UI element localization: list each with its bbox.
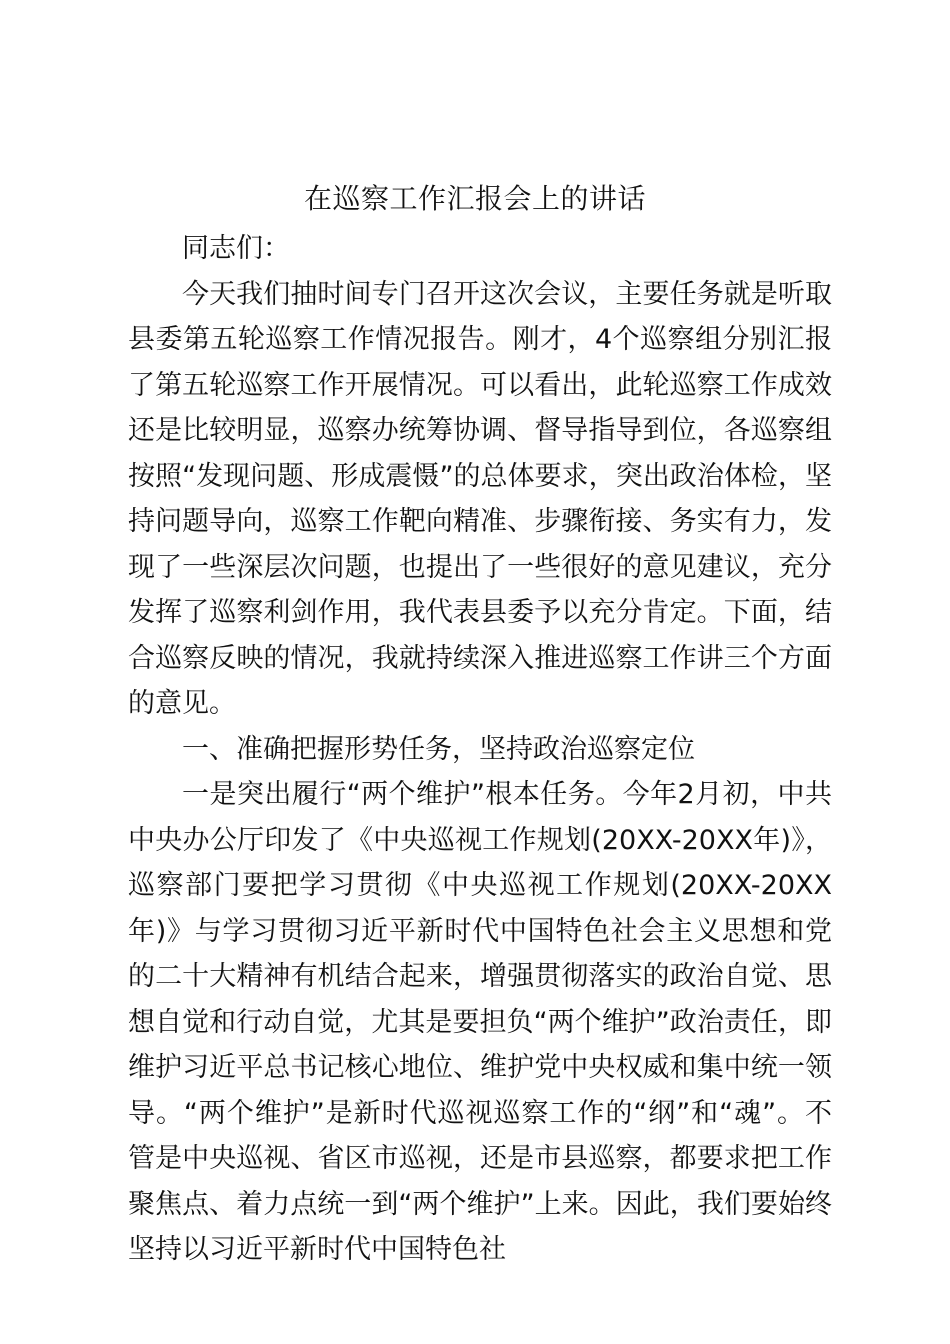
section-paragraph: 一是突出履行“两个维护”根本任务。今年2月初，中共中央办公厅印发了《中央巡视工作规划(20XX-20XX年)》，巡察部门要把学习贯彻《中央巡视工作规划(20XX-20XX年)》与学习贯彻习近平新时代中国特色社会主义思想和党的二十大精神有机结合起来，增强贯彻落实的政治自觉、思想自觉和行动自觉，尤其是要担负“两个维护”政治责任，即维护习近平总书记核心地位、维护党中央权威和集中统一领导。“两个维护”是新时代巡视巡察工作的“纲”和“魂”。不管是中央巡视、省区市巡视，还是市县巡察，都要求把工作聚焦点、着力点统一到“两个维护”上来。因此，我们要始终坚持以习近平新时代中国特色社 (128, 779, 832, 1265)
document-title: 在巡察工作汇报会上的讲话 (303, 182, 646, 215)
document-body (128, 226, 832, 1273)
section-heading: 一、准确把握形势任务，坚持政治巡察定位 (182, 733, 695, 765)
body-paragraph: 今天我们抽时间专门召开这次会议，主要任务就是听取县委第五轮巡察工作情况报告。刚才，4个巡察组分别汇报了第五轮巡察工作开展情况。可以看出，此轮巡察工作成效还是比较明显，巡察办统筹协调、督导指导到位，各巡察组按照“发现问题、形成震慑”的总体要求，突出政治体检，坚持问题导向，巡察工作靶向精准、步骤衔接、务实有力，发现了一些深层次问题，也提出了一些很好的意见建议，充分发挥了巡察利剑作用，我代表县委予以充分肯定。下面，结合巡察反映的情况，我就持续深入推进巡察工作讲三个方面的意见。 (128, 278, 832, 719)
salutation: 同志们： (182, 233, 290, 264)
